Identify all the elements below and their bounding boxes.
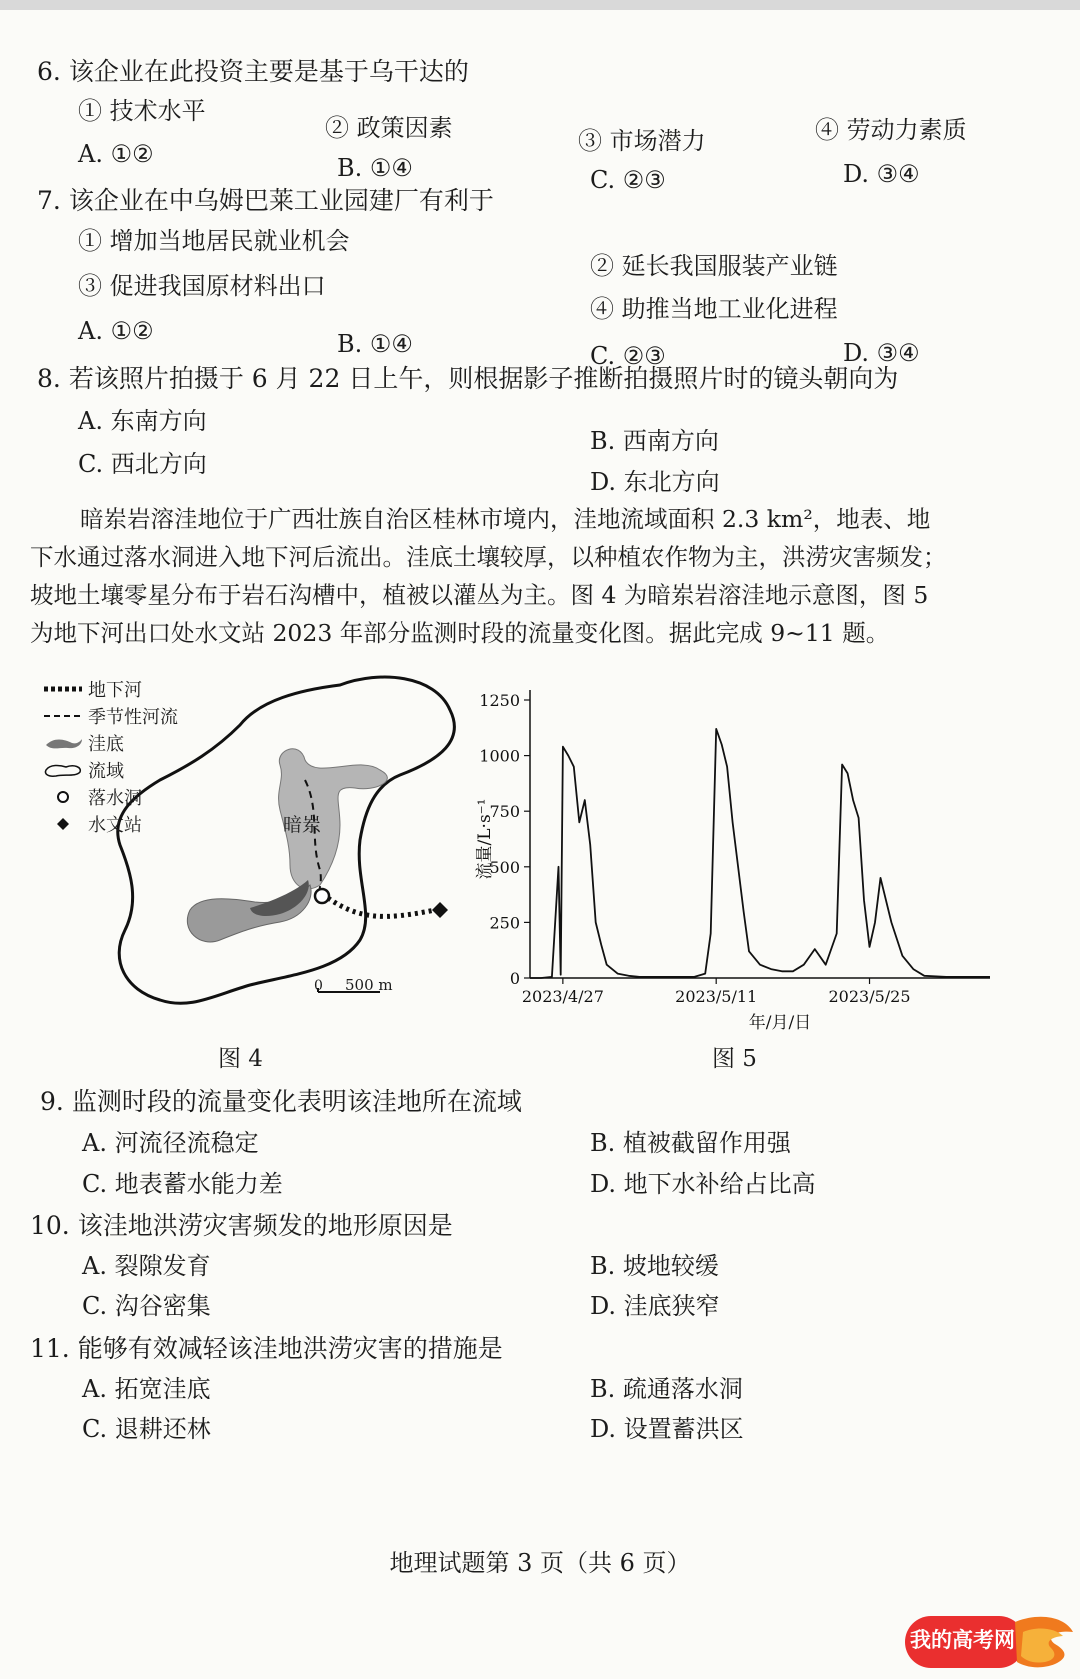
q6-item-2: ② 政策因素 [325, 114, 453, 142]
q6-item-3: ③ 市场潜力 [578, 127, 706, 155]
q9-choice-b[interactable]: B. 植被截留作用强 [590, 1129, 791, 1157]
flow-series-line [530, 729, 990, 978]
q10-choice-d[interactable]: D. 洼底狭窄 [590, 1292, 720, 1320]
q7-choice-a[interactable]: A. ①② [78, 317, 154, 345]
map-place-label: 暗岽 [283, 814, 322, 836]
y-tick-label: 0 [509, 969, 520, 988]
legend-depression-bottom: 洼底 [42, 730, 124, 756]
legend-sinkhole: 落水洞 [42, 784, 142, 810]
figure-4-caption: 图 4 [218, 1046, 263, 1072]
x-tick-label: 2023/4/27 [521, 987, 604, 1006]
legend-underground-river: 地下河 [42, 676, 142, 702]
q6-choice-a[interactable]: A. ①② [78, 140, 154, 168]
q9-choice-d[interactable]: D. 地下水补给占比高 [590, 1170, 816, 1198]
question-7-stem: 7. 该企业在中乌姆巴莱工业园建厂有利于 [37, 186, 494, 215]
underground-river-icon [42, 684, 84, 694]
passage-line: 下水通过落水洞进入地下河后流出。洼底土壤较厚，以种植农作物为主，洪涝灾害频发； [30, 543, 947, 571]
seasonal-river-icon [42, 711, 84, 721]
q8-choice-b[interactable]: B. 西南方向 [590, 427, 719, 455]
underground-river [328, 898, 435, 916]
x-tick-label: 2023/5/11 [675, 987, 758, 1006]
q8-choice-c[interactable]: C. 西北方向 [78, 450, 207, 478]
hydro-station-symbol [432, 902, 448, 918]
scale-bar-label: 500 m [345, 976, 393, 994]
sinkhole-icon [42, 789, 84, 805]
watershed-icon [42, 762, 84, 778]
y-tick-label: 500 [489, 857, 520, 877]
q10-choice-a[interactable]: A. 裂隙发育 [82, 1252, 211, 1280]
passage-line: 为地下河出口处水文站 2023 年部分监测时段的流量变化图。据此完成 9~11 题。 [30, 619, 890, 647]
q7-item-4: ④ 助推当地工业化进程 [590, 295, 838, 323]
question-6-stem: 6. 该企业在此投资主要是基于乌干达的 [37, 57, 469, 86]
hydro-station-icon [42, 816, 84, 832]
watermark-text: 我的高考网 [910, 1628, 1015, 1652]
q6-choice-d[interactable]: D. ③④ [843, 160, 920, 188]
y-tick-label: 750 [489, 802, 520, 822]
q6-choice-b[interactable]: B. ①④ [337, 154, 413, 182]
q6-choice-c[interactable]: C. ②③ [590, 166, 666, 194]
passage-line: 暗岽岩溶洼地位于广西壮族自治区桂林市境内，洼地流域面积 2.3 km²，地表、地 [80, 505, 931, 533]
legend-seasonal-river: 季节性河流 [42, 703, 178, 729]
sinkhole-symbol [315, 889, 329, 903]
question-10-stem: 10. 该洼地洪涝灾害频发的地形原因是 [30, 1211, 453, 1240]
y-tick-label: 250 [489, 913, 520, 933]
legend-hydro-station: 水文站 [42, 811, 142, 837]
q7-item-1: ① 增加当地居民就业机会 [78, 227, 350, 255]
q8-choice-d[interactable]: D. 东北方向 [590, 468, 720, 496]
scale-zero-label: 0 [314, 978, 323, 994]
q9-choice-c[interactable]: C. 地表蓄水能力差 [82, 1170, 283, 1198]
question-8-stem: 8. 若该照片拍摄于 6 月 22 日上午，则根据影子推断拍摄照片时的镜头朝向为 [37, 364, 899, 393]
q8-choice-a[interactable]: A. 东南方向 [78, 407, 207, 435]
q7-choice-d[interactable]: D. ③④ [843, 339, 920, 367]
q10-choice-c[interactable]: C. 沟谷密集 [82, 1292, 211, 1320]
x-tick-label: 2023/5/25 [828, 987, 911, 1006]
figure-5-caption: 图 5 [712, 1046, 757, 1072]
y-axis-label: 流量/L·s⁻¹ [475, 798, 495, 880]
q7-choice-c[interactable]: C. ②③ [590, 342, 666, 370]
q11-choice-c[interactable]: C. 退耕还林 [82, 1415, 211, 1443]
passage-line: 坡地土壤零星分布于岩石沟槽中，植被以灌丛为主。图 4 为暗岽岩溶洼地示意图，图 5 [30, 581, 929, 609]
figure-5-chart [470, 680, 1010, 1030]
question-9-stem: 9. 监测时段的流量变化表明该洼地所在流域 [40, 1087, 522, 1116]
y-tick-label: 1000 [479, 746, 520, 766]
q9-choice-a[interactable]: A. 河流径流稳定 [82, 1129, 259, 1157]
q6-item-4: ④ 劳动力素质 [815, 116, 967, 144]
x-axis-label: 年/月/日 [748, 1013, 812, 1030]
q6-item-1: ① 技术水平 [78, 97, 206, 125]
passage [30, 500, 1050, 652]
depression-bottom-icon [42, 735, 84, 751]
legend-watershed: 流域 [42, 757, 124, 783]
q7-item-2: ② 延长我国服装产业链 [590, 252, 838, 280]
question-11-stem: 11. 能够有效减轻该洼地洪涝灾害的措施是 [30, 1334, 503, 1363]
q11-choice-b[interactable]: B. 疏通落水洞 [590, 1375, 743, 1403]
q10-choice-b[interactable]: B. 坡地较缓 [590, 1252, 719, 1280]
y-tick-label: 1250 [479, 691, 520, 710]
q7-item-3: ③ 促进我国原材料出口 [78, 272, 326, 300]
q11-choice-a[interactable]: A. 拓宽洼底 [82, 1375, 211, 1403]
q11-choice-d[interactable]: D. 设置蓄洪区 [590, 1415, 744, 1443]
page-footer: 地理试题第 3 页（共 6 页） [389, 1549, 691, 1577]
q7-choice-b[interactable]: B. ①④ [337, 330, 413, 358]
